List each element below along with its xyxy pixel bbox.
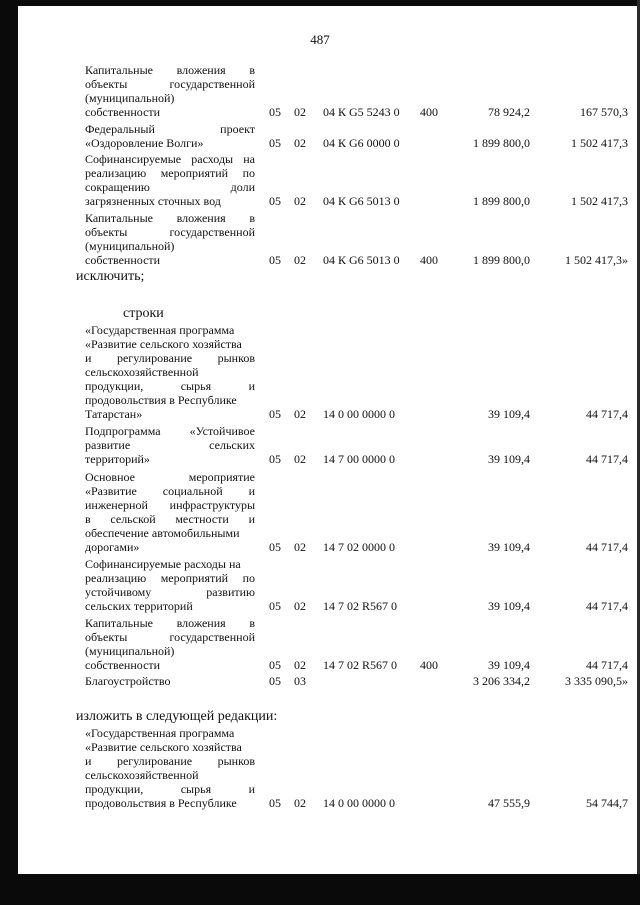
instruction-lines-heading: строки: [123, 306, 164, 321]
section-code: 05: [269, 105, 281, 119]
expense-type-code: 400: [420, 105, 438, 119]
target-article-code: 14 7 02 R567 0: [323, 658, 398, 672]
row-description: Софинансируемые расходы на реализацию мероприятий по устойчивому развитию сельских территорий: [85, 557, 255, 613]
amount-year-1: 78 924,2: [488, 105, 530, 119]
target-article-code: 14 0 00 0000 0: [323, 796, 395, 810]
amount-year-2: 1 502 417,3: [571, 194, 628, 208]
scan-edge-top: [0, 0, 640, 6]
scan-edge-bottom: [0, 874, 640, 905]
section-code: 05: [269, 674, 281, 688]
target-article-code: 04 К G6 5013 0: [323, 194, 400, 208]
row-description: Софинансируемые расходы на реализацию мероприятий по сокращению доли загрязненных сточных вод: [85, 152, 255, 208]
row-description: «Государственная программа «Развитие сельского хозяйства и регулирование рынков сельскохозяйственной продукции, сырья и продовольствия в Республике Татарстан»: [85, 323, 255, 421]
instruction-replace: изложить в следующей редакции:: [76, 709, 278, 724]
amount-year-1: 3 206 334,2: [473, 674, 530, 688]
amount-year-1: 1 899 800,0: [473, 253, 530, 267]
section-code: 05: [269, 796, 281, 810]
subsection-code: 02: [294, 253, 306, 267]
amount-year-2: 44 717,4: [586, 658, 628, 672]
row-description: Капитальные вложения в объекты государственной (муниципальной) собственности: [85, 63, 255, 119]
section-code: 05: [269, 136, 281, 150]
target-article-code: 14 0 00 0000 0: [323, 407, 395, 421]
target-article-code: 04 К G6 5013 0: [323, 253, 400, 267]
amount-year-2: 44 717,4: [586, 452, 628, 466]
table-row: [0, 122, 640, 150]
amount-year-1: 1 899 800,0: [473, 136, 530, 150]
amount-year-2: 1 502 417,3»: [565, 253, 628, 267]
row-description: Основное мероприятие «Развитие социальной и инженерной инфраструктуры в сельской местности и обеспечение автомобильными дорогами»: [85, 470, 255, 554]
amount-year-2: 3 335 090,5»: [565, 674, 628, 688]
target-article-code: 14 7 02 0000 0: [323, 540, 395, 554]
subsection-code: 02: [294, 796, 306, 810]
amount-year-2: 44 717,4: [586, 407, 628, 421]
expense-type-code: 400: [420, 253, 438, 267]
amount-year-1: 39 109,4: [488, 452, 530, 466]
row-description: Федеральный проект «Оздоровление Волги»: [85, 122, 255, 150]
subsection-code: 02: [294, 599, 306, 613]
amount-year-1: 47 555,9: [488, 796, 530, 810]
table-row: [0, 211, 640, 267]
page-number: 487: [310, 32, 330, 47]
row-description: Капитальные вложения в объекты государственной (муниципальной) собственности: [85, 211, 255, 267]
amount-year-2: 167 570,3: [580, 105, 628, 119]
target-article-code: 04 К G6 0000 0: [323, 136, 400, 150]
table-row: [0, 726, 640, 810]
target-article-code: 14 7 00 0000 0: [323, 452, 395, 466]
subsection-code: 02: [294, 136, 306, 150]
section-code: 05: [269, 658, 281, 672]
table-row: [0, 674, 640, 688]
section-code: 05: [269, 194, 281, 208]
table-row: [0, 616, 640, 672]
amount-year-1: 39 109,4: [488, 407, 530, 421]
table-row: [0, 152, 640, 208]
amount-year-2: 44 717,4: [586, 540, 628, 554]
table-row: [0, 63, 640, 119]
amount-year-2: 44 717,4: [586, 599, 628, 613]
expense-type-code: 400: [420, 658, 438, 672]
section-code: 05: [269, 253, 281, 267]
subsection-code: 02: [294, 105, 306, 119]
row-description: Капитальные вложения в объекты государственной (муниципальной) собственности: [85, 616, 255, 672]
section-code: 05: [269, 540, 281, 554]
amount-year-1: 1 899 800,0: [473, 194, 530, 208]
subsection-code: 02: [294, 540, 306, 554]
table-row: [0, 470, 640, 554]
section-code: 05: [269, 407, 281, 421]
amount-year-2: 54 744,7: [586, 796, 628, 810]
target-article-code: 04 К G5 5243 0: [323, 105, 400, 119]
subsection-code: 02: [294, 658, 306, 672]
table-row: [0, 323, 640, 421]
subsection-code: 02: [294, 452, 306, 466]
section-code: 05: [269, 599, 281, 613]
row-description: «Государственная программа «Развитие сельского хозяйства и регулирование рынков сельскохозяйственной продукции, сырья и продовольствия в Республике: [85, 726, 255, 810]
target-article-code: 14 7 02 R567 0: [323, 599, 398, 613]
subsection-code: 02: [294, 194, 306, 208]
row-description: Подпрограмма «Устойчивое развитие сельских территорий»: [85, 424, 255, 466]
instruction-exclude: исключить;: [76, 269, 145, 284]
row-description: Благоустройство: [85, 674, 171, 688]
table-row: [0, 557, 640, 613]
section-code: 05: [269, 452, 281, 466]
subsection-code: 03: [294, 674, 306, 688]
amount-year-1: 39 109,4: [488, 658, 530, 672]
amount-year-2: 1 502 417,3: [571, 136, 628, 150]
subsection-code: 02: [294, 407, 306, 421]
table-row: [0, 424, 640, 466]
amount-year-1: 39 109,4: [488, 599, 530, 613]
amount-year-1: 39 109,4: [488, 540, 530, 554]
